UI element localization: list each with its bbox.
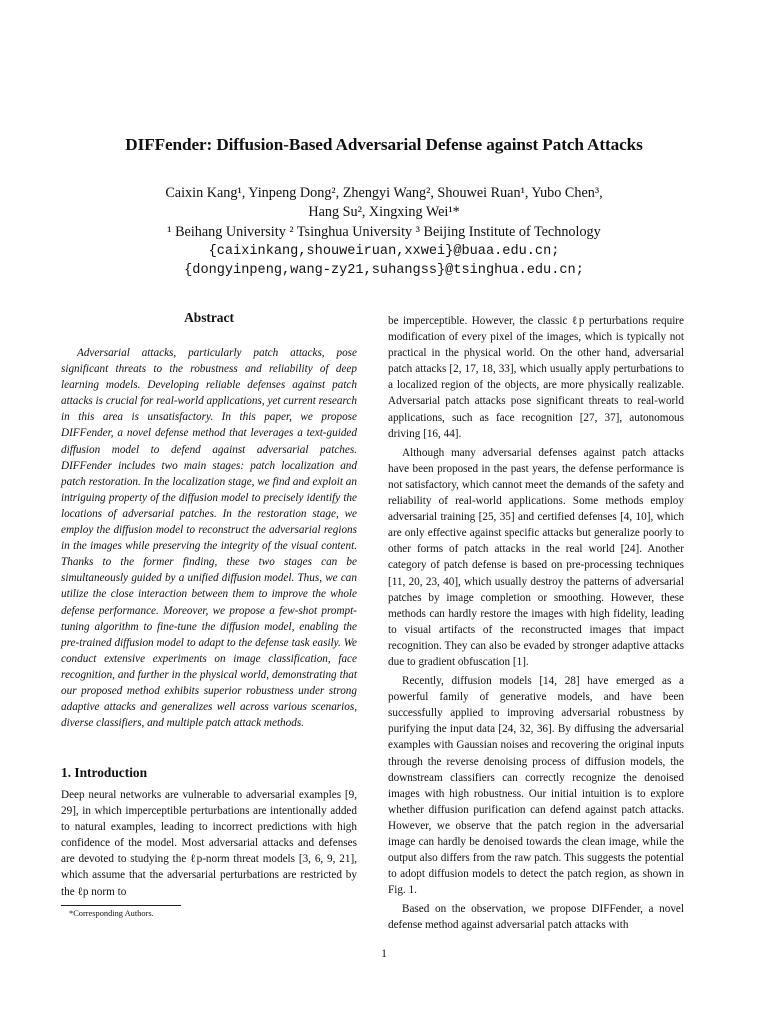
right-paragraph-3: Recently, diffusion models [14, 28] have emerged as a powerful family of generative models, and have been successfully applied to improving adversarial robustness by purifying the input data [24, 32, 36]. By diffusing the adversarial examples with Gaussian noises and recovering the original inputs through the reverse denoising process of diffusion models, the downstream classifiers can correctly recognize the denoised images with high robustness. Our initial intuition is to explore whether diffusion purification can defend against patch attacks. However, we observe that the patch region in the adversarial image can hardly be denoised towards the clean image, while the output also differs from the raw patch. This suggests the potential to adopt diffusion models to detect the patch region, as shown in Fig. 1. <box>388 675 684 897</box>
author-block <box>0 184 768 280</box>
email-line-2: {dongyinpeng,wang-zy21,suhangss}@tsinghua.edu.cn; <box>184 263 584 279</box>
authors-line-2: Hang Su², Xingxing Wei¹* <box>308 204 460 221</box>
paper-title: DIFFender: Diffusion-Based Adversarial Defense against Patch Attacks <box>125 135 643 154</box>
right-paragraph-4: Based on the observation, we propose DIFFender, a novel defense method against adversarial patch attacks with <box>388 903 684 932</box>
right-paragraph-1: be imperceptible. However, the classic ℓp perturbations require modification of every pixel of the images, which is typically not practical in the physical world. On the other hand, adversarial patch attacks [2, 17, 18, 33], which usually apply perturbations to a localized region of the objects, are more physically realizable. Adversarial patch attacks pose significant threats to real-world applications, such as face recognition [27, 37], autonomous driving [16, 44]. <box>388 315 684 440</box>
intro-body <box>61 787 357 900</box>
affiliations: ¹ Beihang University ² Tsinghua University ³ Beijing Institute of Technology <box>167 223 601 240</box>
footnote-rule <box>61 905 181 906</box>
right-paragraph-2: Although many adversarial defenses against patch attacks have been proposed in the past years, the defense performance is not satisfactory, which cannot meet the demands of the safety and reliability of real-world applications. Some methods employ adversarial training [25, 35] and certified defenses [4, 10], which are only effective against specific attacks but generalize poorly to other forms of patch attacks in the real world [24]. Another category of patch defense is based on pre-processing techniques [11, 20, 23, 40], which usually destroy the patterns of adversarial patches by image completion or smoothing. However, these methods can hardly restore the images with high fidelity, leading to visual artifacts of the reconstructed images that impact recognition. They can also be evaded by stronger adaptive attacks due to gradient obfuscation [1]. <box>388 446 684 668</box>
intro-heading: 1. Introduction <box>61 765 148 780</box>
abstract-text: Adversarial attacks, particularly patch attacks, pose significant threats to the robustness and reliability of deep learning models. Developing reliable defenses against patch attacks is crucial for real-world applications, yet current research in this area is unsatisfactory. In this paper, we propose DIFFender, a novel defense method that leverages a text-guided diffusion model to defend against adversarial patches. DIFFender includes two main stages: patch localization and patch restoration. In the localization stage, we find and exploit an intriguing property of the diffusion model to precisely identify the locations of adversarial patches. In the restoration stage, we employ the diffusion model to reconstruct the adversarial regions in the images while preserving the integrity of the visual content. Thanks to the former finding, these two stages can be simultaneously guided by a unified diffusion model. Thus, we can utilize the close interaction between them to improve the whole defense performance. Moreover, we propose a few-shot prompt-tuning algorithm to fine-tune the diffusion model, enabling the pre-trained diffusion model to adapt to the defense task easily. We conduct extensive experiments on image classification, face recognition, and further in the physical world, demonstrating that our proposed method exhibits superior robustness under strong adaptive attacks and generalizes well across various scenarios, diverse classifiers, and multiple patch attack methods. <box>61 347 357 730</box>
page-number: 1 <box>381 948 387 960</box>
footnote: *Corresponding Authors. <box>69 909 154 918</box>
email-line-1: {caixinkang,shouweiruan,xxwei}@buaa.edu.cn; <box>208 243 560 259</box>
abstract-heading: Abstract <box>184 310 234 325</box>
right-column <box>388 313 684 937</box>
intro-paragraph-1: Deep neural networks are vulnerable to adversarial examples [9, 29], in which imperceptible perturbations are intentionally added to natural examples, leading to incorrect predictions with high confidence of the model. Most adversarial attacks and defenses are devoted to studying the ℓp-norm threat models [3, 6, 9, 21], which assume that the adversarial perturbations are restricted by the ℓp norm to <box>61 789 357 898</box>
abstract-body <box>61 345 357 731</box>
authors-line-1: Caixin Kang¹, Yinpeng Dong², Zhengyi Wang², Shouwei Ruan¹, Yubo Chen³, <box>165 185 603 201</box>
